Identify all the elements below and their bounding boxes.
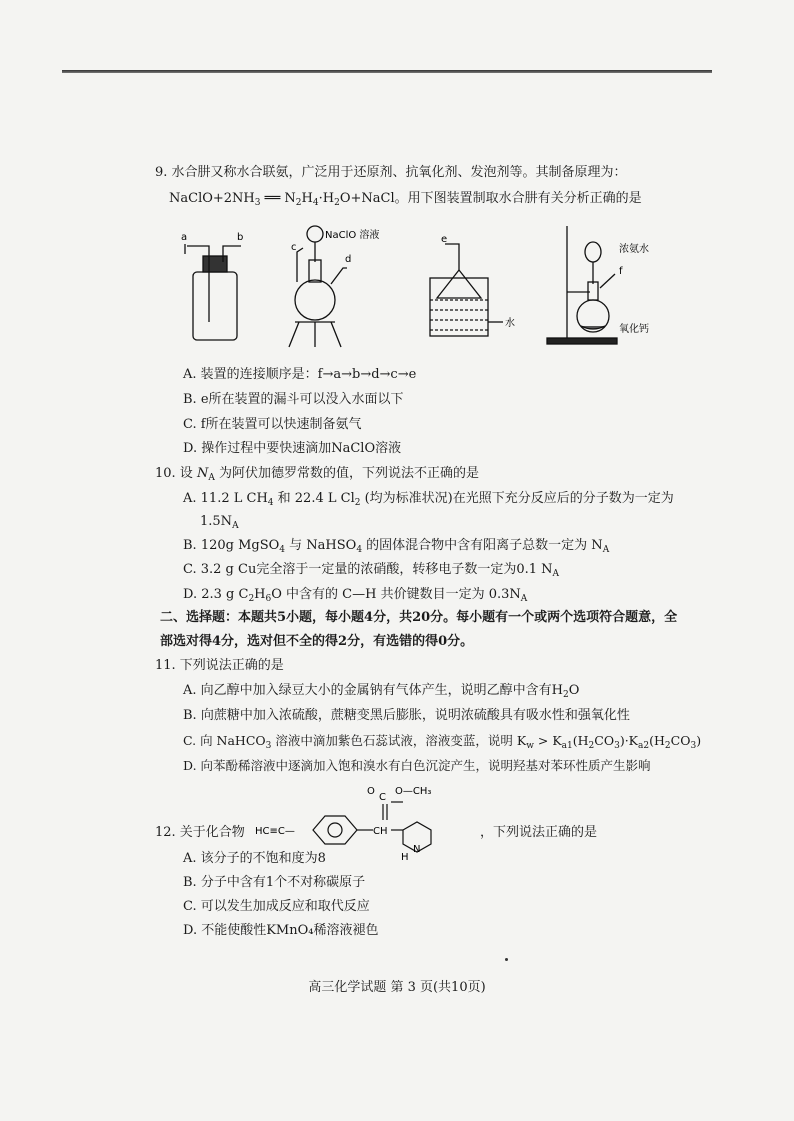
struct-hc: HC≡C— [255, 826, 295, 837]
struct-n: N [413, 844, 421, 855]
label-f: f [619, 266, 623, 277]
struct-c-label: C [379, 792, 386, 803]
q12-option-d: D. 不能使酸性KMnO₄稀溶液褪色 [183, 923, 379, 938]
beaker [430, 244, 503, 336]
q9-option-c: C. f所在装置可以快速制备氨气 [183, 417, 362, 432]
q11-option-d: D. 向苯酚稀溶液中逐滴加入饱和溴水有白色沉淀产生，说明羟基对苯环性质产生影响 [183, 758, 651, 773]
section2-line1: 二、选择题：本题共5小题，每小题4分，共20分。每小题有一个或两个选项符合题意，全 [160, 610, 678, 625]
struct-h: H [401, 852, 409, 862]
q12-option-c: C. 可以发生加成反应和取代反应 [183, 899, 370, 914]
struct-och3: O—CH₃ [395, 786, 432, 797]
scan-dot [505, 958, 508, 961]
three-neck-flask [289, 226, 347, 347]
label-a: a [181, 232, 188, 243]
q11-option-a: A. 向乙醇中加入绿豆大小的金属钠有气体产生，说明乙醇中含有$H_2O$ [183, 683, 580, 700]
q12-option-a: A. 该分子的不饱和度为8 [183, 851, 326, 866]
struct-o: O [367, 786, 375, 797]
label-water: 水 [505, 318, 515, 329]
q9-title: 9. 水合肼又称水合联氨，广泛用于还原剂、抗氧化剂、发泡剂等。其制备原理为： [155, 165, 627, 180]
q12-title-a: 12. 关于化合物 [155, 825, 245, 840]
ammonia-generator [547, 226, 617, 344]
apparatus-diagram [175, 222, 665, 352]
q9-equation: $NaClO+2NH_3$ ══ $N_2H_4\cdot H_2O+NaCl$。用下图装置制取水合肼有关分析正确的是 [169, 191, 642, 208]
label-c: c [291, 242, 297, 253]
q10-option-c: C. 3.2 g Cu完全溶于一定量的浓硝酸，转移电子数一定为0.1 $N_A$ [183, 562, 560, 579]
label-cao: 氧化钙 [619, 324, 649, 335]
q9-option-b: B. e所在装置的漏斗可以没入水面以下 [183, 392, 404, 407]
page-footer: 高三化学试题 第 3 页(共10页) [308, 980, 486, 995]
section2-line2: 部选对得4分，选对但不全的得2分，有选错的得0分。 [160, 634, 474, 649]
q11-option-b: B. 向蔗糖中加入浓硫酸，蔗糖变黑后膨胀，说明浓硫酸具有吸水性和强氧化性 [183, 708, 630, 723]
label-naclo: NaClO 溶液 [325, 230, 380, 241]
q10-option-d: D. 2.3 g $C_2H_6O$ 中含有的 C—H 共价键数目一定为 $0.3N_A$ [183, 587, 528, 604]
struct-ch: CH [373, 826, 388, 837]
gas-bottle [185, 244, 241, 340]
q12-option-b: B. 分子中含有1个不对称碳原子 [183, 875, 366, 890]
q10-title: 10. 设 $N_A$ 为阿伏加德罗常数的值，下列说法不正确的是 [155, 466, 479, 483]
q12-title-b: ，下列说法正确的是 [480, 825, 598, 840]
label-b: b [237, 232, 244, 243]
q9-option-a: A. 装置的连接顺序是：f→a→b→d→c→e [183, 367, 417, 382]
q10-option-a-cont: $1.5N_A$ [200, 514, 239, 531]
top-rule [62, 70, 712, 73]
q10-option-b: B. 120g MgSO$_4$ 与 NaHSO$_4$ 的固体混合物中含有阳离子总数一定为 $N_A$ [183, 538, 610, 555]
q11-title: 11. 下列说法正确的是 [155, 658, 284, 673]
label-ammonia: 浓氨水 [619, 244, 649, 255]
q9-option-d: D. 操作过程中要快速滴加NaClO溶液 [183, 441, 402, 456]
q11-option-c: C. 向 NaHCO$_3$ 溶液中滴加紫色石蕊试液，溶液变蓝，说明 $K_w > K_{a1}(H_2CO_3)\cdot K_{a2}(H_2CO_3)$ [183, 733, 702, 751]
label-e: e [441, 234, 448, 245]
q10-option-a: A. 11.2 L $CH_4$ 和 22.4 L $Cl_2$ (均为标准状况)在光照下充分反应后的分子数为一定为 [183, 491, 674, 508]
label-d: d [345, 254, 352, 265]
